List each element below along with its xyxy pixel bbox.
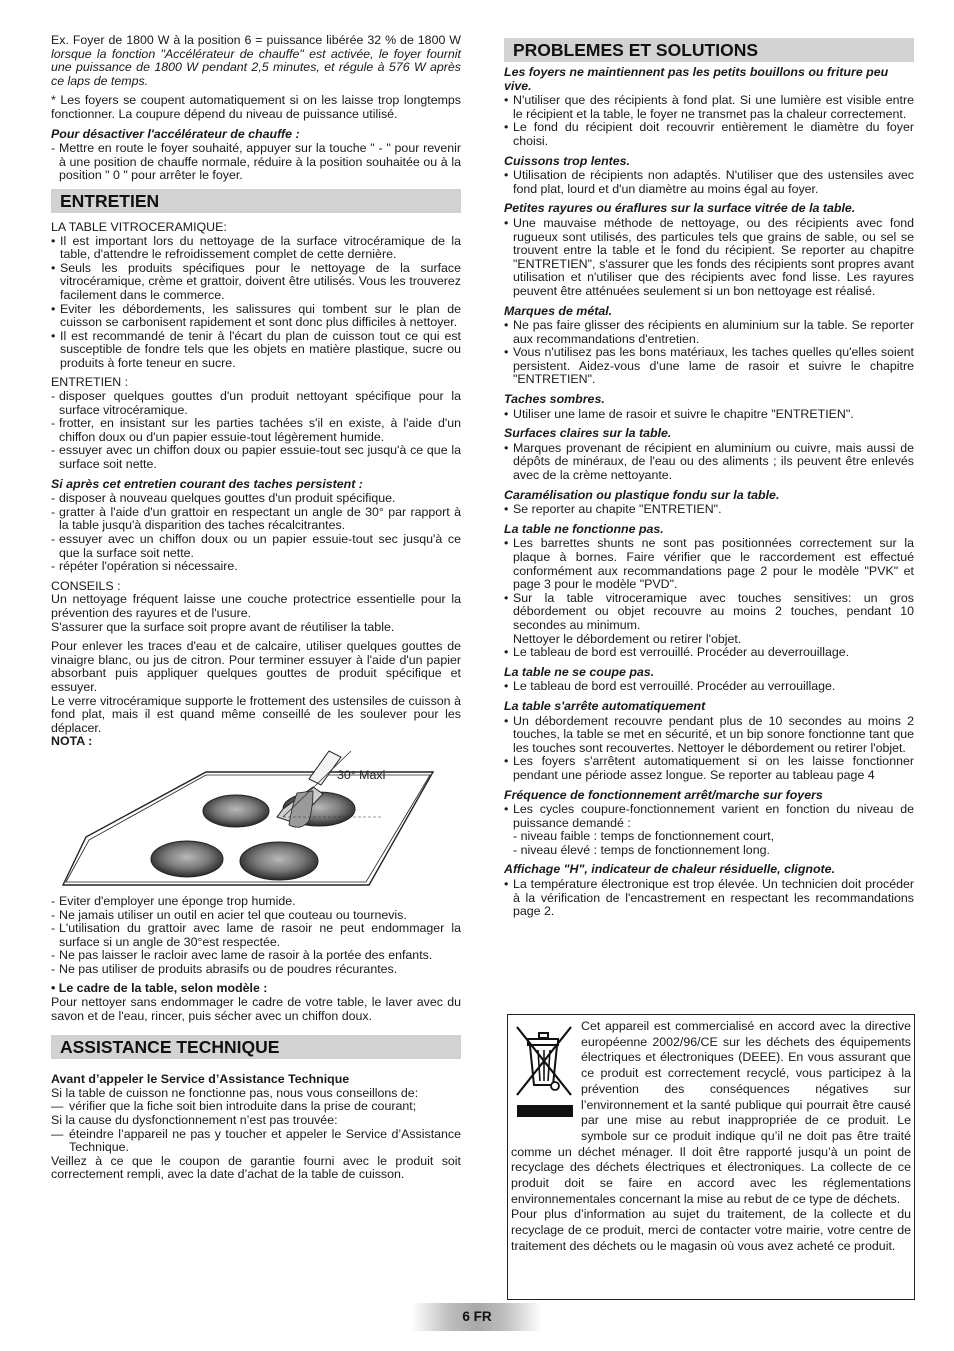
problems-heading: PROBLEMES ET SOLUTIONS [504,38,914,62]
list-item: — vérifier que la fiche soit bien introduite dans la prise de courant; [51,1100,461,1114]
list-item: - répéter l'opération si nécessaire. [51,560,461,574]
solution-item: • Sur la table vitroceramique avec touches sensitives: un gros débordement ou objet recouvre au moins 2 touches, pendant 10 secondes au minimum. Nettoyer le débordement ou retirer l'objet. [504,592,914,646]
list-item: - Ne pas laisser le racloir avec lame de rasoir à la portée des enfants. [51,949,461,963]
solution-list [504,217,914,299]
left-column [51,34,461,1188]
deactivate-list [51,142,461,183]
list-item: — éteindre l’appareil ne pas y toucher et appeler le Service d’Assistance Technique. [51,1128,461,1155]
assistance-text: Si la table de cuisson ne fonctionne pas, nous vous conseillons de: [51,1085,419,1100]
solution-item: • Utiliser une lame de rasoir et suivre le chapitre "ENTRETIEN". [504,408,914,422]
example-text: Ex. Foyer de 1800 W à la position 6 = puissance libérée 32 % de 1800 W [51,33,461,47]
solution-list [504,878,914,919]
angle-label: 30° Maxi [337,767,386,782]
solution-item: • La température électronique est trop élevée. Un technicien doit procéder à la vérification de l'encastrement en respectant les recommandations page 2. [504,878,914,919]
scraper-figure [51,749,461,889]
auto-off-note: * Les foyers se coupent automatiquement si on les laisse trop longtemps fonctionner. La coupure dépend du niveau de puissance utilisé. [51,93,461,121]
problem-title: Cuissons trop lentes. [504,153,630,168]
assistance-text: Si la cause du dysfonctionnement n’est pas trouvée: [51,1113,338,1128]
list-item: • Seuls les produits spécifiques pour le nettoyage de la surface vitrocéramique, crème et grattoir, doivent être utilisés. Vous les trouverez facilement dans le commerce. [51,262,461,303]
list-item: - Ne pas utiliser de produits abrasifs ou de poudres récurantes. [51,963,461,977]
list-item: - Ne jamais utiliser un outil en acier tel que couteau ou tournevis. [51,909,461,923]
list-item: - gratter à l'aide d'un grattoir en respectant un angle de 30° par rapport à la table jusqu'à disparition des taches récalcitrantes. [51,506,461,533]
solution-item: • Le tableau de bord est verrouillé. Procéder au deverrouillage. [504,646,914,660]
solution-list [504,169,914,196]
maintenance-list [51,390,461,472]
solution-list [504,803,914,857]
problem-title: Fréquence de fonctionnement arrêt/marche sur foyers [504,787,823,802]
entretien-heading: ENTRETIEN [51,189,461,213]
problem-title: Petites rayures ou éraflures sur la surface vitrée de la table. [504,201,856,216]
solution-list [504,94,914,148]
assistance-check-list [51,1100,461,1114]
solution-item: • Les cycles coupure-fonctionnement varient en fonction du niveau de puissance demandé : - niveau faible : temps de fonctionnement court, - niveau élevé : temps de fonctionnement long. [504,803,914,857]
nota-label: NOTA : [51,734,93,749]
solution-item: • N'utiliser que des récipients à fond plat. Si une lumière est visible entre le récipient et la table, le foyer ne transmet pas la chaleur correctement. [504,94,914,121]
solution-list [504,319,914,387]
persist-list [51,492,461,574]
list-item: - disposer à nouveau quelques gouttes d'un produit spécifique. [51,492,461,506]
problem-title: Les foyers ne maintiennent pas les petits bouillons ou friture peu vive. [504,65,889,93]
weee-text-block [508,1019,914,1255]
problem-title: La table s'arrête automatiquement [504,698,706,713]
assistance-check-list [51,1128,461,1155]
solution-list [504,715,914,783]
problem-title: La table ne se coupe pas. [504,664,655,679]
solution-list [504,680,914,694]
problem-title: Affichage "H", indicateur de chaleur résiduelle, clignote. [504,862,836,877]
advice-text: Un nettoyage fréquent laisse une couche protectrice essentielle pour la prévention des rayures et de l'usure. [51,592,461,620]
hob-scraper-illustration [51,749,461,889]
solution-extra: Nettoyer le débordement ou retirer l'objet. [513,631,742,646]
right-column [504,34,914,925]
weee-text: Cet appareil est commercialisé en accord avec la directive européenne 2002/96/CE sur les déchets des équipements électriques et électroniques (DEEE). En vous assurant que ce produit est correctement recyclé, vous participez à la prévention des conséquences négatives sur l’environnement et la santé publique qui pourrait être causé par une mise au rebut inappropriée de ce produit. Le symbole sur ce produit indique qu’il ne doit pas être traité comme un déchet ménager. Il doit être rapporté jusqu’à un point de recyclage des déchets électriques et électroniques. La collecte de ce produit doit se faire en accord avec les réglementations environnementales concernant la mise au rebut de ce type de déchets. [511,1019,911,1206]
page-number: 6 FR [462,1309,492,1324]
solution-list [504,442,914,483]
advice-text: Le verre vitrocéramique supporte le frottement des ustensiles de cuisson à fond plat, mais il est quand même conseillé de les soulever pour les déplacer. [51,693,461,735]
list-item: - essuyer avec un chiffon doux ou un papier essuie-tout sec jusqu'à ce que la surface soit nette. [51,533,461,560]
problem-title: Caramélisation ou plastique fondu sur la table. [504,487,780,502]
solution-list [504,537,914,659]
assistance-title: Avant d’appeler le Service d’Assistance Technique [51,1072,350,1087]
solution-item: • Une mauvaise méthode de nettoyage, ou des récipients avec fond rugueux sont utilisés, des particules tels que grains de sable, ou sel se trouvent entre la table et le fond du récipient. Se reporter au chapitre "ENTRETIEN", s'assurer que les fonds des récipients sont propres avant utilisation et n'utiliser que des récipients avec fond lisse. Les rayures peuvent être atténuées seulement si un bon nettoyage est réalisé. [504,217,914,299]
deactivate-title: Pour désactiver l'accélérateur de chauffe : [51,126,300,141]
advice-text: Pour enlever les traces d'eau et de calcaire, utiliser quelques gouttes de vinaigre blanc, ou jus de citron. Pour terminer essuyer à l'aide d'un papier absorbant puis appliquer quelques gouttes de produit spécifique et essuyer. [51,639,461,694]
table-title: LA TABLE VITROCERAMIQUE: [51,219,227,234]
list-item: - frotter, en insistant sur les parties tachées s'il en existe, à l'aide d'un chiffon doux ou d'un papier essuie-tout légèrement humide. [51,417,461,444]
solution-item: • Les barrettes shunts ne sont pas positionnées correctement sur la plaque à bornes. Faire vérifier que le raccordement est effectué conformément aux recommandations page 2 pour le modèle "PVK" et page 3 pour le modèle "PVD". [504,537,914,591]
frame-title-text: Le cadre de la table, selon modèle : [58,981,268,996]
assistance-text: Veillez à ce que le coupon de garantie fourni avec le produit soit correctement rempli, avec la date d’achat de la table de cuisson. [51,1153,461,1182]
solution-item: • Vous n'utilisez pas les bons matériaux, les taches quelles qu'elles soient persistent. Aidez-vous d'une lame de rasoir et suivre le chapitre "ENTRETIEN". [504,346,914,387]
problem-title: Marques de métal. [504,303,613,318]
problem-title: Taches sombres. [504,392,605,407]
intro-example [51,34,461,88]
solution-item: • Utilisation de récipients non adaptés. N'utiliser que des ustensiles avec fond plat, lourd et d'un diamètre au moins égal au foyer. [504,169,914,196]
solution-sub-item: - niveau élevé : temps de fonctionnement long. [513,842,770,857]
frame-text: Pour nettoyer sans endommager le cadre de votre table, le laver avec du savon et de l'eau, rincer, puis sécher avec un chiffon doux. [51,995,461,1023]
solution-sub-item: - niveau faible : temps de fonctionnement court, [513,829,775,844]
list-item: - L'utilisation du grattoir avec lame de rasoir ne peut endommager la surface si un angle de 30°est respectée. [51,922,461,949]
solution-item: • Le tableau de bord est verrouillé. Procéder au verrouillage. [504,680,914,694]
list-item: - essuyer avec un chiffon doux ou papier essuie-tout sec jusqu'à ce que la surface soit nette. [51,444,461,471]
page-number-bar [412,1303,542,1331]
solution-item: • Se reporter au chapite "ENTRETIEN". [504,503,914,517]
list-item: • Eviter les débordements, les salissures qui tombent sur le plan de cuisson se carbonisent rapidement et sont donc plus difficiles à nettoyer. [51,303,461,330]
table-bullets [51,235,461,371]
solution-item: • Marques provenant de récipient en aluminium ou cuivre, mais aussi de dépôts de minéraux, de l'eau ou des aliments ; ils peuvent être enlevés avec de la crème nettoyante. [504,442,914,483]
problem-title: Surfaces claires sur la table. [504,426,672,441]
weee-icon-area [511,1019,581,1131]
solution-item: • Les foyers s'arrêtent automatiquement si on les laisse fonctionner pendant une période assez longue. Se reporter au tableau page 4 [504,755,914,782]
persist-title: Si après cet entretien courant des taches persistent : [51,476,363,491]
solution-list [504,503,914,517]
advice-title: CONSEILS : [51,578,121,593]
maintenance-title: ENTRETIEN : [51,375,129,390]
advice-text: S'assurer que la surface soit propre avant de réutiliser la table. [51,619,395,634]
avoid-list [51,895,461,977]
assistance-heading: ASSISTANCE TECHNIQUE [51,1035,461,1059]
example-italic: lorsque la fonction "Accélérateur de chauffe" est activée, le foyer fournit une puissance de 1800 W pendant 2,5 minutes, et régule à 576 W après ce laps de temps. [51,46,461,88]
list-item: • Il est recommandé de tenir à l'écart du plan de cuisson tout ce qui est susceptible de fondre tels que les objets en matière plastique, sucre ou produits à forte teneur en sucre. [51,330,461,371]
problem-sections [504,66,914,919]
solution-item: • Un débordement recouvre pendant plus de 10 secondes au moins 2 touches, la table se met en sécurité, et un bip sonore fonctionne tant que les touches sont recouvertes. Nettoyer le débordement ou retirer l'objet. [504,715,914,756]
crossed-out-wheelie-bin-icon [511,1019,577,1129]
weee-contact-text: Pour plus d’information au sujet du traitement, de la collecte et du recyclage de ce produit, merci de contacter votre mairie, votre centre de traitement des déchets ou le magasin où vous avez acheté ce produit. [511,1207,911,1253]
solution-item: • Ne pas faire glisser des récipients en aluminium sur la table. Se reporter aux recommandations d'entretien. [504,319,914,346]
list-item: • Il est important lors du nettoyage de la surface vitrocéramique de la table, d'attendre le refroidissement complet de cette dernière. [51,235,461,262]
weee-notice-box [507,1014,915,1300]
frame-title: • Le cadre de la table, selon modèle : [51,981,268,996]
solution-list [504,408,914,422]
list-item: - disposer quelques gouttes d'un produit nettoyant spécifique pour la surface vitrocéramique. [51,390,461,417]
problem-title: La table ne fonctionne pas. [504,521,664,536]
list-item: - Eviter d'employer une éponge trop humide. [51,895,461,909]
list-item: - Mettre en route le foyer souhaité, appuyer sur la touche " - " pour revenir à une position de chauffe normale, réduire à la position souhaitée ou à la position " 0 " pour arrêter le foyer. [51,142,461,183]
solution-item: • Le fond du récipient doit recouvrir entièrement le diamètre du foyer choisi. [504,121,914,148]
